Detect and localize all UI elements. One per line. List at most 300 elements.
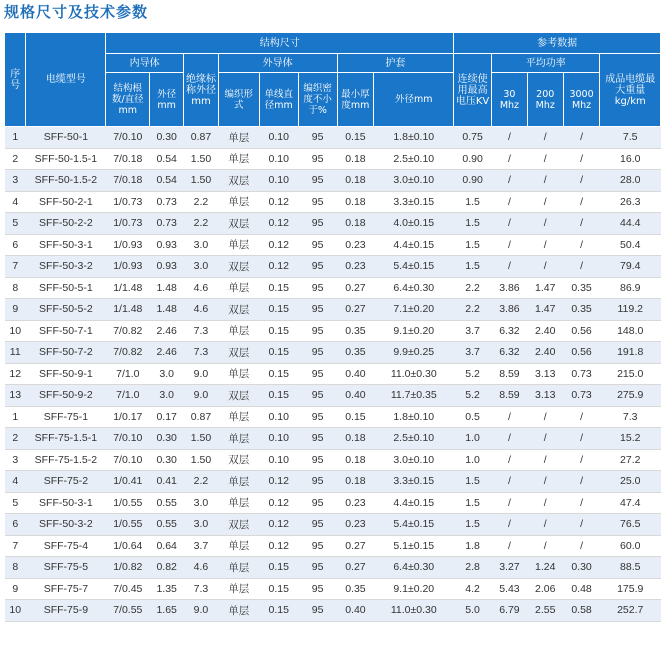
cell-p3000: 0.48	[563, 578, 600, 600]
cell-wire-dia: 0.15	[259, 557, 298, 579]
cell-p30: 3.86	[492, 299, 528, 321]
cell-inner-od: 1.48	[150, 299, 184, 321]
cell-density: 95	[298, 191, 337, 213]
cell-inner-structure: 7/1.0	[106, 385, 150, 407]
cell-wire-dia: 0.15	[259, 342, 298, 364]
cell-inner-structure: 1/1.48	[106, 299, 150, 321]
table-row	[5, 428, 661, 450]
cell-wire-dia: 0.12	[259, 256, 298, 278]
cell-p30: /	[492, 170, 528, 192]
cell-insulation-dia: 3.0	[184, 492, 219, 514]
table-row	[5, 148, 661, 170]
cell-inner-od: 2.46	[150, 342, 184, 364]
cell-model: SFF-50-2-2	[26, 213, 106, 235]
cell-seq: 10	[5, 320, 26, 342]
cell-p30: 5.43	[492, 578, 528, 600]
cell-p200: /	[527, 256, 563, 278]
cell-p200: 2.06	[527, 578, 563, 600]
cell-density: 95	[298, 299, 337, 321]
table-row	[5, 234, 661, 256]
cell-density: 95	[298, 170, 337, 192]
cell-weight: 175.9	[600, 578, 661, 600]
cell-min-thickness: 0.27	[337, 299, 374, 321]
cell-sheath-od: 4.0±0.15	[374, 213, 454, 235]
cell-p30: 6.79	[492, 600, 528, 622]
cell-inner-structure: 1/0.17	[106, 406, 150, 428]
cell-p30: /	[492, 406, 528, 428]
cell-p3000: /	[563, 191, 600, 213]
cell-voltage: 1.5	[454, 471, 492, 493]
cell-insulation-dia: 1.50	[184, 170, 219, 192]
cell-model: SFF-50-3-1	[26, 492, 106, 514]
cell-sheath-od: 5.4±0.15	[374, 256, 454, 278]
cell-inner-structure: 7/0.82	[106, 342, 150, 364]
cell-p3000: /	[563, 514, 600, 536]
cell-density: 95	[298, 578, 337, 600]
cell-seq: 3	[5, 170, 26, 192]
cell-weave: 双层	[218, 385, 259, 407]
table-row	[5, 406, 661, 428]
header-sheath-od: 外径mm	[374, 73, 454, 127]
table-row	[5, 535, 661, 557]
cell-seq: 4	[5, 191, 26, 213]
cell-weight: 7.3	[600, 406, 661, 428]
cell-inner-structure: 1/0.64	[106, 535, 150, 557]
cell-weight: 44.4	[600, 213, 661, 235]
cell-inner-structure: 7/0.10	[106, 449, 150, 471]
cell-min-thickness: 0.40	[337, 385, 374, 407]
cell-model: SFF-75-7	[26, 578, 106, 600]
cell-weave: 单层	[218, 277, 259, 299]
cell-model: SFF-50-1	[26, 127, 106, 149]
cell-inner-structure: 7/0.45	[106, 578, 150, 600]
header-inner-structure: 结构根数/直径mm	[106, 73, 150, 127]
cell-weave: 单层	[218, 578, 259, 600]
cell-min-thickness: 0.23	[337, 234, 374, 256]
cell-voltage: 2.2	[454, 277, 492, 299]
cell-p200: /	[527, 191, 563, 213]
cell-model: SFF-50-7-1	[26, 320, 106, 342]
cell-sheath-od: 2.5±0.10	[374, 148, 454, 170]
cell-weave: 单层	[218, 363, 259, 385]
cell-wire-dia: 0.10	[259, 170, 298, 192]
header-insulation-dia: 绝缘标称外径mm	[184, 54, 219, 127]
cell-voltage: 1.5	[454, 234, 492, 256]
cell-inner-od: 0.82	[150, 557, 184, 579]
cell-weight: 76.5	[600, 514, 661, 536]
cell-min-thickness: 0.15	[337, 406, 374, 428]
cell-weight: 252.7	[600, 600, 661, 622]
cell-sheath-od: 3.3±0.15	[374, 471, 454, 493]
cell-density: 95	[298, 514, 337, 536]
cell-inner-od: 0.41	[150, 471, 184, 493]
cell-density: 95	[298, 127, 337, 149]
header-p30: 30 Mhz	[492, 73, 528, 127]
cell-inner-od: 0.30	[150, 127, 184, 149]
cell-model: SFF-50-2-1	[26, 191, 106, 213]
cell-wire-dia: 0.15	[259, 299, 298, 321]
cell-min-thickness: 0.15	[337, 127, 374, 149]
cell-p30: 8.59	[492, 363, 528, 385]
cell-weave: 双层	[218, 213, 259, 235]
header-min-thickness: 最小厚度mm	[337, 73, 374, 127]
cell-insulation-dia: 7.3	[184, 578, 219, 600]
cell-density: 95	[298, 148, 337, 170]
cell-inner-od: 0.73	[150, 191, 184, 213]
cell-inner-od: 0.64	[150, 535, 184, 557]
cell-p30: 3.86	[492, 277, 528, 299]
cell-inner-od: 3.0	[150, 385, 184, 407]
cell-model: SFF-75-1.5-2	[26, 449, 106, 471]
cell-inner-od: 0.54	[150, 148, 184, 170]
page-title: 规格尺寸及技术参数	[4, 3, 149, 21]
header-reference: 参考数据	[454, 33, 661, 54]
cell-p3000: /	[563, 406, 600, 428]
cell-wire-dia: 0.12	[259, 191, 298, 213]
cell-weight: 27.2	[600, 449, 661, 471]
cell-density: 95	[298, 428, 337, 450]
cell-sheath-od: 3.0±0.10	[374, 170, 454, 192]
spec-table	[4, 32, 661, 622]
cell-weight: 215.0	[600, 363, 661, 385]
cell-p200: 1.47	[527, 299, 563, 321]
header-weave: 编织形式	[218, 73, 259, 127]
cell-p200: /	[527, 406, 563, 428]
cell-p200: 2.40	[527, 342, 563, 364]
cell-seq: 10	[5, 600, 26, 622]
cell-weight: 60.0	[600, 535, 661, 557]
cell-wire-dia: 0.12	[259, 234, 298, 256]
cell-inner-od: 0.30	[150, 449, 184, 471]
cell-sheath-od: 11.0±0.30	[374, 600, 454, 622]
cell-density: 95	[298, 406, 337, 428]
cell-voltage: 1.5	[454, 191, 492, 213]
cell-min-thickness: 0.27	[337, 557, 374, 579]
table-row	[5, 514, 661, 536]
cell-min-thickness: 0.18	[337, 449, 374, 471]
cell-wire-dia: 0.12	[259, 471, 298, 493]
table-row	[5, 213, 661, 235]
cell-weave: 单层	[218, 148, 259, 170]
cell-voltage: 1.5	[454, 492, 492, 514]
cell-model: SFF-50-1.5-1	[26, 148, 106, 170]
cell-weave: 单层	[218, 471, 259, 493]
cell-inner-od: 2.46	[150, 320, 184, 342]
cell-voltage: 0.90	[454, 148, 492, 170]
cell-inner-structure: 1/0.93	[106, 234, 150, 256]
cell-sheath-od: 1.8±0.10	[374, 127, 454, 149]
cell-inner-structure: 1/0.73	[106, 191, 150, 213]
cell-seq: 7	[5, 535, 26, 557]
cell-density: 95	[298, 234, 337, 256]
cell-sheath-od: 11.0±0.30	[374, 363, 454, 385]
cell-p200: /	[527, 428, 563, 450]
cell-insulation-dia: 9.0	[184, 385, 219, 407]
header-inner: 内导体	[106, 54, 184, 73]
cell-min-thickness: 0.18	[337, 471, 374, 493]
cell-seq: 1	[5, 127, 26, 149]
cell-weave: 单层	[218, 492, 259, 514]
cell-p3000: /	[563, 449, 600, 471]
cell-weight: 25.0	[600, 471, 661, 493]
cell-inner-structure: 1/0.55	[106, 492, 150, 514]
cell-min-thickness: 0.35	[337, 578, 374, 600]
header-sheath: 护套	[337, 54, 454, 73]
cell-seq: 12	[5, 363, 26, 385]
cell-inner-od: 0.93	[150, 256, 184, 278]
cell-model: SFF-50-5-1	[26, 277, 106, 299]
cell-density: 95	[298, 492, 337, 514]
cell-weave: 双层	[218, 256, 259, 278]
cell-p3000: /	[563, 234, 600, 256]
cell-inner-structure: 7/0.55	[106, 600, 150, 622]
table-row	[5, 299, 661, 321]
cell-min-thickness: 0.23	[337, 492, 374, 514]
cell-sheath-od: 7.1±0.20	[374, 299, 454, 321]
header-density: 编织密度不小于%	[298, 73, 337, 127]
cell-min-thickness: 0.27	[337, 535, 374, 557]
cell-density: 95	[298, 320, 337, 342]
cell-weave: 单层	[218, 320, 259, 342]
cell-min-thickness: 0.18	[337, 213, 374, 235]
cell-sheath-od: 9.9±0.25	[374, 342, 454, 364]
cell-seq: 5	[5, 492, 26, 514]
cell-seq: 2	[5, 148, 26, 170]
cell-wire-dia: 0.15	[259, 277, 298, 299]
cell-p200: /	[527, 148, 563, 170]
cell-seq: 6	[5, 234, 26, 256]
cell-insulation-dia: 2.2	[184, 191, 219, 213]
table-row	[5, 320, 661, 342]
cell-inner-structure: 7/0.82	[106, 320, 150, 342]
cell-weave: 单层	[218, 406, 259, 428]
cell-inner-od: 0.73	[150, 213, 184, 235]
cell-inner-structure: 7/0.10	[106, 127, 150, 149]
cell-model: SFF-50-3-2	[26, 256, 106, 278]
cell-p3000: 0.35	[563, 277, 600, 299]
cell-weave: 单层	[218, 234, 259, 256]
cell-inner-structure: 7/0.10	[106, 428, 150, 450]
cell-p200: /	[527, 234, 563, 256]
cell-weave: 单层	[218, 535, 259, 557]
cell-seq: 4	[5, 471, 26, 493]
header-avg-power: 平均功率	[492, 54, 600, 73]
header-voltage: 连续使用最高电压KV	[454, 54, 492, 127]
cell-p200: /	[527, 170, 563, 192]
cell-inner-structure: 1/0.55	[106, 514, 150, 536]
cell-insulation-dia: 4.6	[184, 299, 219, 321]
cell-voltage: 3.7	[454, 342, 492, 364]
cell-inner-od: 1.48	[150, 277, 184, 299]
cell-p30: /	[492, 471, 528, 493]
cell-inner-od: 3.0	[150, 363, 184, 385]
cell-insulation-dia: 3.7	[184, 535, 219, 557]
cell-weave: 单层	[218, 191, 259, 213]
cell-wire-dia: 0.12	[259, 514, 298, 536]
header-weight: 成品电缆最大重量kg/km	[600, 54, 661, 127]
cell-p30: 3.27	[492, 557, 528, 579]
cell-sheath-od: 6.4±0.30	[374, 557, 454, 579]
cell-voltage: 1.8	[454, 535, 492, 557]
cell-p3000: 0.73	[563, 363, 600, 385]
cell-weave: 单层	[218, 428, 259, 450]
cell-inner-od: 0.55	[150, 514, 184, 536]
cell-weight: 28.0	[600, 170, 661, 192]
cell-model: SFF-50-3-1	[26, 234, 106, 256]
header-structure: 结构尺寸	[106, 33, 454, 54]
cell-weight: 47.4	[600, 492, 661, 514]
cell-p30: 8.59	[492, 385, 528, 407]
cell-inner-structure: 1/1.48	[106, 277, 150, 299]
table-row	[5, 342, 661, 364]
cell-model: SFF-50-7-2	[26, 342, 106, 364]
cell-p3000: 0.35	[563, 299, 600, 321]
cell-insulation-dia: 4.6	[184, 277, 219, 299]
cell-weight: 275.9	[600, 385, 661, 407]
cell-density: 95	[298, 213, 337, 235]
table-row	[5, 471, 661, 493]
cell-p30: /	[492, 535, 528, 557]
cell-weave: 双层	[218, 342, 259, 364]
cell-insulation-dia: 7.3	[184, 320, 219, 342]
cell-wire-dia: 0.12	[259, 213, 298, 235]
cell-weight: 16.0	[600, 148, 661, 170]
cell-p30: /	[492, 213, 528, 235]
cell-p200: /	[527, 492, 563, 514]
cell-model: SFF-75-1.5-1	[26, 428, 106, 450]
cell-inner-od: 0.30	[150, 428, 184, 450]
cell-weight: 7.5	[600, 127, 661, 149]
table-body	[5, 127, 661, 622]
cell-min-thickness: 0.18	[337, 148, 374, 170]
table-row	[5, 256, 661, 278]
cell-seq: 9	[5, 299, 26, 321]
cell-inner-structure: 1/0.41	[106, 471, 150, 493]
cell-p30: /	[492, 514, 528, 536]
table-row	[5, 492, 661, 514]
cell-p30: /	[492, 234, 528, 256]
cell-seq: 1	[5, 406, 26, 428]
cell-weight: 148.0	[600, 320, 661, 342]
header-seq: 序号	[5, 33, 26, 127]
cell-voltage: 1.5	[454, 514, 492, 536]
cell-p200: /	[527, 213, 563, 235]
cell-density: 95	[298, 342, 337, 364]
cell-p3000: 0.56	[563, 342, 600, 364]
cell-insulation-dia: 9.0	[184, 363, 219, 385]
header-wire-dia: 单线直径mm	[259, 73, 298, 127]
table-row	[5, 385, 661, 407]
cell-wire-dia: 0.10	[259, 449, 298, 471]
cell-p30: /	[492, 127, 528, 149]
cell-min-thickness: 0.35	[337, 320, 374, 342]
cell-min-thickness: 0.23	[337, 256, 374, 278]
cell-voltage: 2.8	[454, 557, 492, 579]
cell-weave: 双层	[218, 170, 259, 192]
cell-p30: /	[492, 428, 528, 450]
cell-insulation-dia: 3.0	[184, 256, 219, 278]
table-row	[5, 191, 661, 213]
cell-voltage: 3.7	[454, 320, 492, 342]
header-p200: 200 Mhz	[527, 73, 563, 127]
cell-insulation-dia: 0.87	[184, 127, 219, 149]
cell-seq: 11	[5, 342, 26, 364]
cell-density: 95	[298, 363, 337, 385]
header-p3000: 3000 Mhz	[563, 73, 600, 127]
cell-inner-structure: 1/0.93	[106, 256, 150, 278]
cell-model: SFF-50-3-2	[26, 514, 106, 536]
cell-insulation-dia: 4.6	[184, 557, 219, 579]
table-row	[5, 170, 661, 192]
cell-p200: 2.40	[527, 320, 563, 342]
cell-p30: 6.32	[492, 320, 528, 342]
cell-insulation-dia: 3.0	[184, 514, 219, 536]
cell-seq: 9	[5, 578, 26, 600]
cell-voltage: 2.2	[454, 299, 492, 321]
cell-p200: /	[527, 471, 563, 493]
cell-weave: 单层	[218, 557, 259, 579]
cell-insulation-dia: 1.50	[184, 148, 219, 170]
cell-model: SFF-75-2	[26, 471, 106, 493]
cell-p200: /	[527, 127, 563, 149]
cell-min-thickness: 0.23	[337, 514, 374, 536]
cell-inner-od: 0.54	[150, 170, 184, 192]
cell-model: SFF-75-5	[26, 557, 106, 579]
table-row	[5, 127, 661, 149]
cell-sheath-od: 4.4±0.15	[374, 234, 454, 256]
cell-weave: 单层	[218, 127, 259, 149]
cell-weave: 双层	[218, 449, 259, 471]
cell-seq: 13	[5, 385, 26, 407]
cell-sheath-od: 2.5±0.10	[374, 428, 454, 450]
cell-density: 95	[298, 557, 337, 579]
cell-min-thickness: 0.35	[337, 342, 374, 364]
cell-inner-structure: 7/0.18	[106, 148, 150, 170]
cell-wire-dia: 0.12	[259, 492, 298, 514]
table-row	[5, 557, 661, 579]
cell-weave: 双层	[218, 299, 259, 321]
table-row	[5, 277, 661, 299]
cell-model: SFF-50-5-2	[26, 299, 106, 321]
header-inner-od: 外径mm	[150, 73, 184, 127]
cell-p3000: /	[563, 213, 600, 235]
cell-inner-od: 1.35	[150, 578, 184, 600]
cell-weight: 79.4	[600, 256, 661, 278]
cell-p3000: /	[563, 471, 600, 493]
cell-seq: 7	[5, 256, 26, 278]
cell-min-thickness: 0.27	[337, 277, 374, 299]
cell-p200: 3.13	[527, 363, 563, 385]
table-row	[5, 578, 661, 600]
cell-p3000: 0.58	[563, 600, 600, 622]
cell-p30: /	[492, 449, 528, 471]
cell-model: SFF-50-9-2	[26, 385, 106, 407]
cell-p30: /	[492, 492, 528, 514]
cell-min-thickness: 0.18	[337, 170, 374, 192]
cell-density: 95	[298, 471, 337, 493]
cell-min-thickness: 0.40	[337, 600, 374, 622]
cell-wire-dia: 0.10	[259, 148, 298, 170]
cell-density: 95	[298, 600, 337, 622]
cell-p3000: /	[563, 127, 600, 149]
cell-weight: 50.4	[600, 234, 661, 256]
cell-inner-structure: 1/0.82	[106, 557, 150, 579]
cell-model: SFF-75-1	[26, 406, 106, 428]
cell-voltage: 5.2	[454, 363, 492, 385]
cell-voltage: 0.5	[454, 406, 492, 428]
cell-insulation-dia: 2.2	[184, 213, 219, 235]
cell-min-thickness: 0.40	[337, 363, 374, 385]
